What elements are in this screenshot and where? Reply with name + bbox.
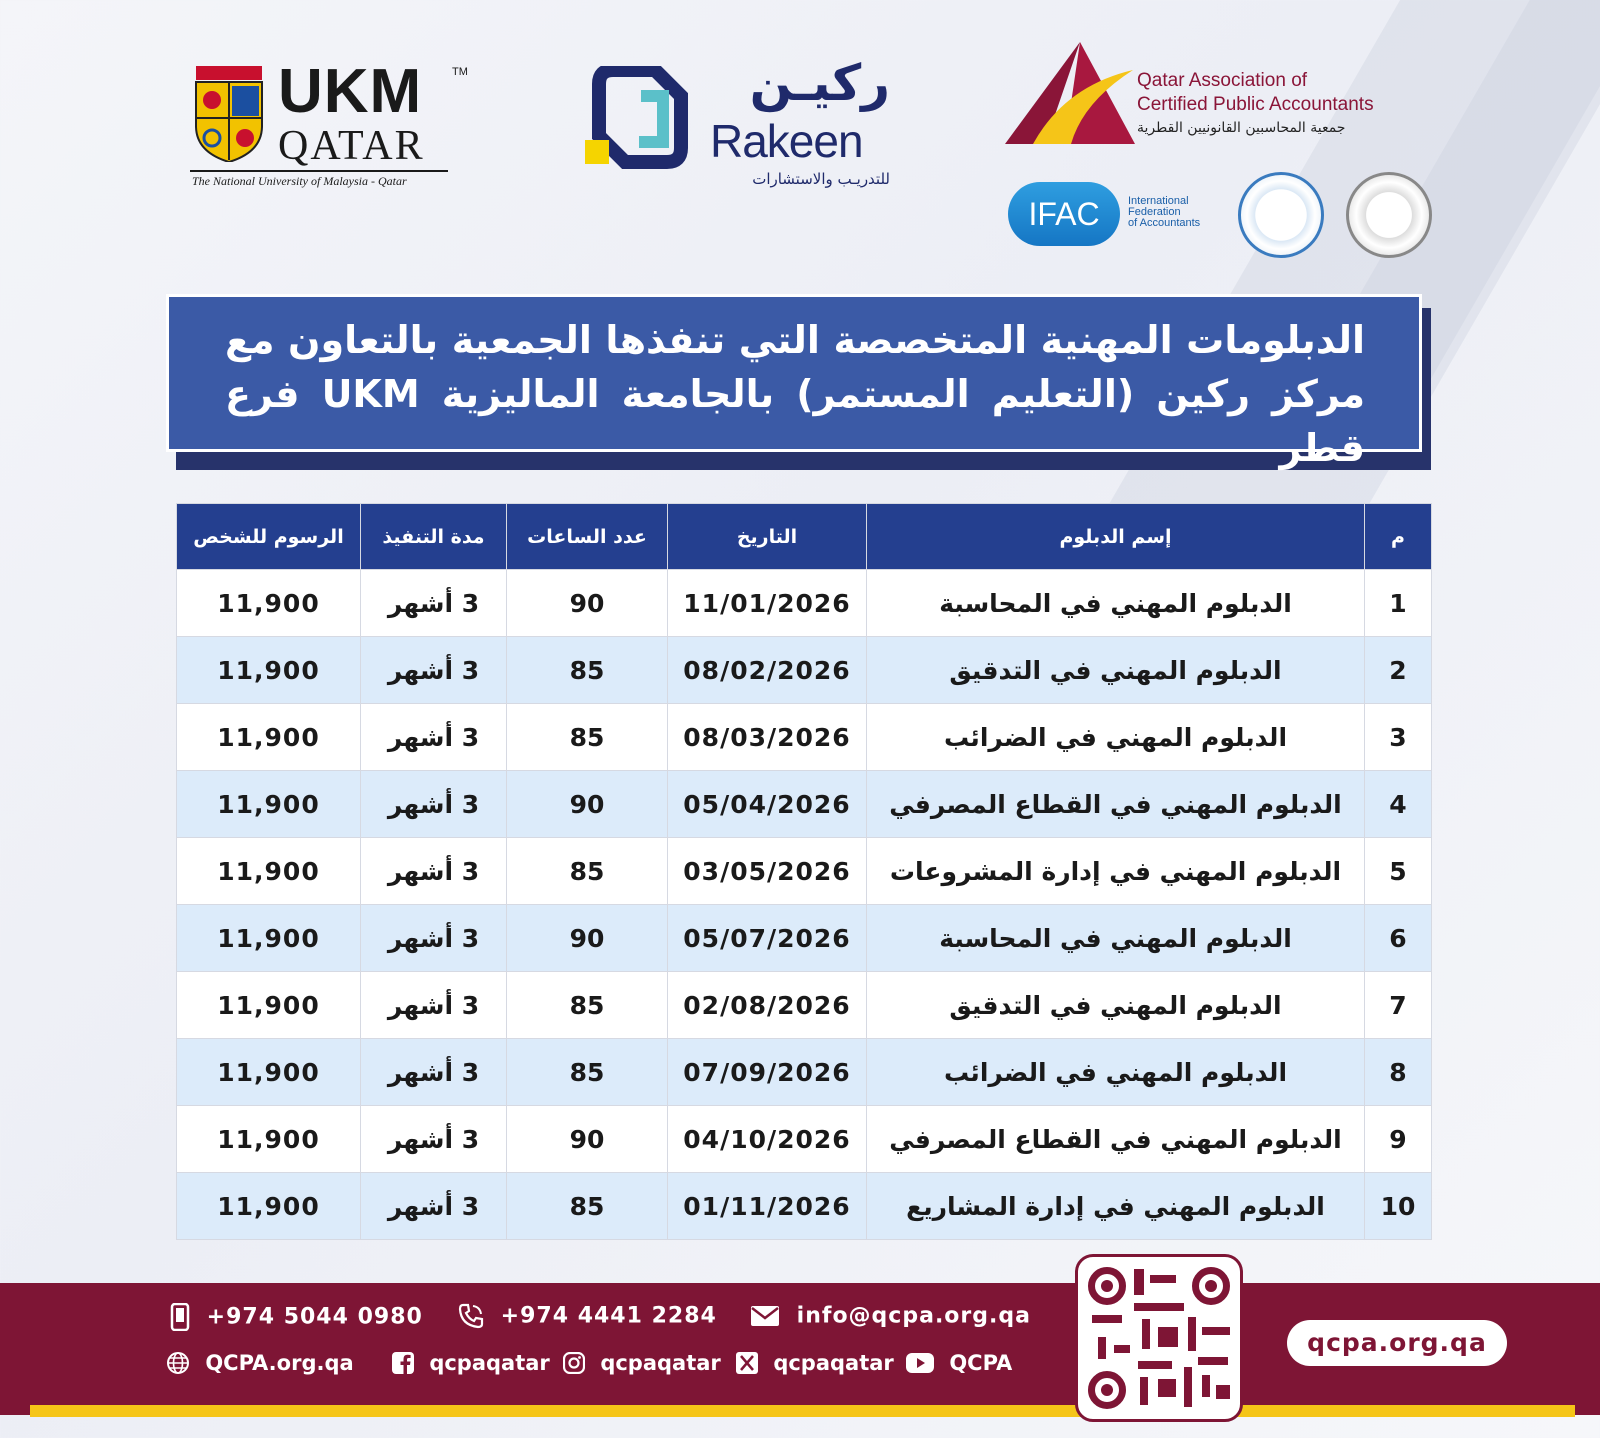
cell-diploma-name: الدبلوم المهني في المحاسبة [867, 570, 1365, 637]
cell-fee: 11,900 [177, 570, 361, 637]
cell-duration: 3 أشهر [361, 1173, 507, 1240]
qr-module [1138, 1361, 1172, 1369]
cell-date: 05/04/2026 [668, 771, 867, 838]
mobile-contact[interactable] [170, 1303, 423, 1331]
table-row [177, 704, 1432, 771]
ukm-qatar-logo [190, 57, 480, 192]
cell-date: 07/09/2026 [668, 1039, 867, 1106]
cell-diploma-name: الدبلوم المهني في إدارة المشاريع [867, 1173, 1365, 1240]
cell-duration: 3 أشهر [361, 1106, 507, 1173]
qr-module [1092, 1315, 1122, 1323]
cell-diploma-name: الدبلوم المهني في القطاع المصرفي [867, 1106, 1365, 1173]
cell-diploma-name: الدبلوم المهني في المحاسبة [867, 905, 1365, 972]
footer-accent-bar [30, 1405, 1575, 1417]
mobile-icon [170, 1303, 190, 1331]
cell-fee: 11,900 [177, 637, 361, 704]
cell-number: 8 [1365, 1039, 1432, 1106]
cell-hours: 85 [507, 637, 668, 704]
diplomas-table [176, 503, 1432, 1240]
qr-module [1134, 1269, 1144, 1295]
table-row [177, 1039, 1432, 1106]
header-duration: مدة التنفيذ [361, 504, 507, 570]
cell-fee: 11,900 [177, 1039, 361, 1106]
table-row [177, 972, 1432, 1039]
qr-module [1198, 1357, 1228, 1365]
cell-number: 6 [1365, 905, 1432, 972]
page-title: الدبلومات المهنية المتخصصة التي تنفذها الجمعية بالتعاون مع مركز ركين (التعليم المستمر) بالجامعة الماليزية UKM فرع قطر [225, 318, 1365, 470]
ukm-divider [190, 170, 448, 172]
cell-hours: 90 [507, 905, 668, 972]
youtube-link[interactable] [906, 1350, 1012, 1375]
email-address: info@qcpa.org.qa [796, 1303, 1031, 1329]
website-text: QCPA.org.qa [205, 1351, 354, 1375]
cell-hours: 85 [507, 972, 668, 1039]
header-number: م [1365, 504, 1432, 570]
facebook-icon [392, 1352, 414, 1374]
table-row [177, 570, 1432, 637]
qcpa-name-arabic: جمعية المحاسبين القانونيين القطرية [1137, 120, 1346, 136]
ukm-location: QATAR [278, 123, 425, 169]
table-row [177, 838, 1432, 905]
qr-module [1184, 1367, 1192, 1407]
cell-diploma-name: الدبلوم المهني في إدارة المشروعات [867, 838, 1365, 905]
phone-icon [458, 1303, 484, 1329]
qcpa-triangle-icon [1005, 42, 1135, 147]
title-banner [166, 294, 1422, 470]
instagram-handle: qcpaqatar [600, 1351, 721, 1375]
qr-finder [1192, 1267, 1230, 1305]
cell-number: 5 [1365, 838, 1432, 905]
cell-date: 03/05/2026 [668, 838, 867, 905]
rakeen-arabic-name: ركيـن [749, 54, 890, 112]
qcpa-name-line1: Qatar Association of [1137, 70, 1308, 91]
cell-hours: 85 [507, 704, 668, 771]
cell-hours: 90 [507, 570, 668, 637]
table-row [177, 771, 1432, 838]
qr-finder [1088, 1371, 1126, 1409]
cell-hours: 85 [507, 838, 668, 905]
cell-number: 9 [1365, 1106, 1432, 1173]
phone-contact[interactable] [458, 1303, 717, 1329]
qcpa-logo [1005, 42, 1435, 152]
email-icon [750, 1305, 780, 1327]
header-diploma-name: إسم الدبلوم [867, 504, 1365, 570]
ifac-logo [1008, 182, 1218, 248]
rakeen-logo [585, 54, 905, 202]
website-pill[interactable]: qcpa.org.qa [1287, 1320, 1507, 1366]
qr-finder [1088, 1267, 1126, 1305]
cell-diploma-name: الدبلوم المهني في التدقيق [867, 637, 1365, 704]
cell-number: 1 [1365, 570, 1432, 637]
cell-date: 04/10/2026 [668, 1106, 867, 1173]
cell-hours: 90 [507, 771, 668, 838]
cell-fee: 11,900 [177, 838, 361, 905]
ifac-full-name: International Federation of Accountants [1128, 195, 1201, 229]
x-handle: qcpaqatar [773, 1351, 894, 1375]
facebook-handle: qcpaqatar [429, 1351, 550, 1375]
cell-date: 08/03/2026 [668, 704, 867, 771]
qr-module [1158, 1327, 1178, 1347]
header-date: التاريخ [668, 504, 867, 570]
qcpa-name-line2: Certified Public Accountants [1137, 94, 1374, 115]
cell-duration: 3 أشهر [361, 704, 507, 771]
instagram-icon [563, 1352, 585, 1374]
cell-date: 01/11/2026 [668, 1173, 867, 1240]
header-hours: عدد الساعات [507, 504, 668, 570]
cell-date: 11/01/2026 [668, 570, 867, 637]
cell-diploma-name: الدبلوم المهني في الضرائب [867, 704, 1365, 771]
table-row [177, 1106, 1432, 1173]
instagram-link[interactable] [563, 1350, 721, 1375]
qr-module [1114, 1345, 1130, 1353]
cell-duration: 3 أشهر [361, 637, 507, 704]
cell-date: 08/02/2026 [668, 637, 867, 704]
table-row [177, 905, 1432, 972]
qr-module [1188, 1317, 1196, 1351]
ukm-subtitle: The National University of Malaysia - Qatar [192, 174, 407, 188]
cell-fee: 11,900 [177, 905, 361, 972]
facebook-link[interactable] [392, 1350, 550, 1375]
qr-module [1150, 1275, 1176, 1283]
qr-module [1158, 1379, 1176, 1397]
ifac-short-name: IFAC [1008, 182, 1120, 246]
mobile-number: +974 5044 0980 [206, 1304, 423, 1330]
cell-duration: 3 أشهر [361, 972, 507, 1039]
ukm-crest-icon [190, 66, 268, 162]
cell-fee: 11,900 [177, 1106, 361, 1173]
qr-module [1134, 1303, 1184, 1311]
afaa-seal-icon [1238, 172, 1324, 258]
cell-diploma-name: الدبلوم المهني في التدقيق [867, 972, 1365, 1039]
trademark-symbol: TM [452, 66, 468, 78]
cell-number: 3 [1365, 704, 1432, 771]
gcc-accounting-seal-icon [1346, 172, 1432, 258]
globe-icon [166, 1351, 190, 1375]
cell-number: 2 [1365, 637, 1432, 704]
cell-hours: 85 [507, 1173, 668, 1240]
cell-fee: 11,900 [177, 771, 361, 838]
qr-module [1216, 1385, 1230, 1399]
qr-module [1098, 1337, 1106, 1359]
cell-hours: 85 [507, 1039, 668, 1106]
cell-fee: 11,900 [177, 1173, 361, 1240]
cell-duration: 3 أشهر [361, 771, 507, 838]
cell-number: 4 [1365, 771, 1432, 838]
cell-fee: 11,900 [177, 704, 361, 771]
x-link[interactable] [736, 1350, 894, 1375]
phone-number: +974 4441 2284 [500, 1303, 717, 1329]
rakeen-mark-icon [585, 66, 695, 170]
cell-date: 05/07/2026 [668, 905, 867, 972]
table-header-row [177, 504, 1432, 570]
cell-number: 10 [1365, 1173, 1432, 1240]
ukm-wordmark: UKM [278, 57, 423, 126]
cell-hours: 90 [507, 1106, 668, 1173]
youtube-handle: QCPA [949, 1351, 1013, 1375]
cell-diploma-name: الدبلوم المهني في القطاع المصرفي [867, 771, 1365, 838]
youtube-icon [906, 1353, 934, 1373]
qr-module [1202, 1327, 1230, 1335]
rakeen-subtitle: للتدريـب والاستشارات [752, 170, 890, 188]
table-row [177, 1173, 1432, 1240]
website-link[interactable] [166, 1350, 354, 1375]
cell-date: 02/08/2026 [668, 972, 867, 1039]
qr-module [1202, 1375, 1210, 1397]
cell-duration: 3 أشهر [361, 838, 507, 905]
cell-diploma-name: الدبلوم المهني في الضرائب [867, 1039, 1365, 1106]
cell-duration: 3 أشهر [361, 570, 507, 637]
cell-number: 7 [1365, 972, 1432, 1039]
email-contact[interactable] [750, 1303, 1031, 1329]
header-fee: الرسوم للشخص [177, 504, 361, 570]
cell-duration: 3 أشهر [361, 905, 507, 972]
table-row [177, 637, 1432, 704]
rakeen-english-name: Rakeen [710, 115, 863, 167]
qr-module [1142, 1319, 1150, 1349]
cell-duration: 3 أشهر [361, 1039, 507, 1106]
qr-code[interactable] [1075, 1254, 1243, 1422]
x-icon [736, 1352, 758, 1374]
qr-module [1140, 1377, 1148, 1405]
cell-fee: 11,900 [177, 972, 361, 1039]
